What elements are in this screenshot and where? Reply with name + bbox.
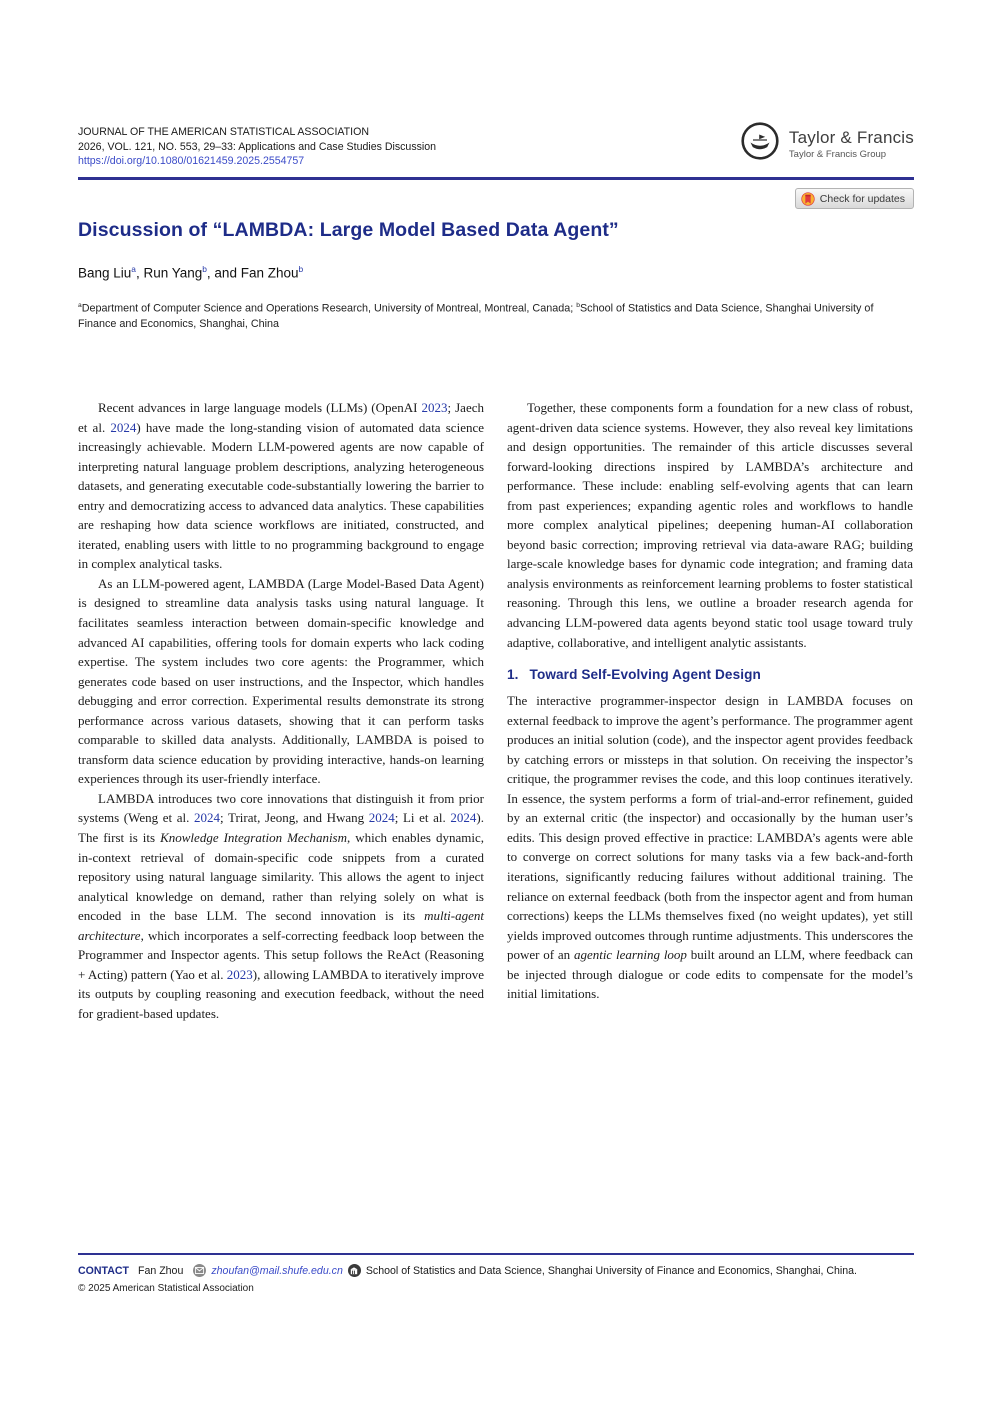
contact-line [78,1264,938,1277]
footer-divider [78,1253,914,1255]
paragraph: Together, these components form a foundation for a new class of robust, agent-driven data science systems. However, they also reveal key limitations and design opportunities. The remainder of this article discusses several forward-looking directions inspired by LAMBDA’s architecture and performance. These include: enabling self-evolving agents that can learn from past experiences; expanding agentic roles and workflows to handle more complex analytical pipelines; deepening human-AI collaboration beyond basic correction; improving retrieval via data-aware RAG; building large-scale knowledge bases for dynamic code integration; and framing data analysis environments as reinforcement learning problems to foster statistical reasoning. Through this lens, we outline a broader research agenda for advancing LLM-powered data agents beyond static tool usage toward truly adaptive, collaborative, and intelligent analytic assistants. [507,400,913,650]
contact-label: CONTACT [78,1264,129,1277]
citation-link[interactable]: 2024 [450,810,477,826]
issue-line: 2026, VOL. 121, NO. 553, 29–33: Applications and Case Studies Discussion [78,140,437,153]
paragraph: The interactive programmer-inspector design in LAMBDA focuses on external feedback to improve the agent’s performance. The programmer agent produces an initial solution (code), and the inspector agent provides feedback by catching errors or missteps in that solution. On receiving the inspector’s critique, the programmer revises the code, and this loop continues iteratively. In essence, the system performs a form of trial-and-error refinement, guided by an external critic (the inspector) and occasionally by the human user’s edits. This design proved effective in practice: LAMBDA’s agents were able to converge on correct solutions for many tasks via a few back-and-forth iterations, significantly reducing failures without additional training. The reliance on external feedback (both from the inspector agent and from human corrections) keeps the LLMs themselves fixed (no weight updates), yet still yields improved outcomes through runtime adjustments. This underscores the power of an agentic learning loop built around an LLM, where feedback can be injected through dialogue or code edits to compensate for the model’s initial limitations. [507,693,913,1002]
email-link[interactable]: zhoufan@mail.shufe.edu.cn [211,1264,343,1277]
journal-name: JOURNAL OF THE AMERICAN STATISTICAL ASSOCIATION [78,126,369,138]
taylor-francis-logo-icon [740,121,780,166]
column-left [78,398,484,1024]
citation-link[interactable]: 2024 [110,419,137,435]
publisher-group: Taylor & Francis Group [788,148,887,160]
check-updates-button[interactable] [795,188,914,209]
authors-line: Bang Liu$^a$, Run Yang$^b$, and Fan Zhou$^b$ [78,264,304,281]
contact-name: Fan Zhou [138,1264,184,1277]
citation-link[interactable]: 2023 [421,400,448,415]
email-icon [193,1264,206,1277]
affiliations-line: $^a$Department of Computer Science and Operations Research, University of Montreal, Montreal, Canada; $^b$School of Statistics and Data Science, Shanghai University of Finance and Economics, Shanghai, China [78,302,874,331]
check-updates-label: Check for updates [819,192,905,205]
publisher-name: Taylor & Francis [788,127,914,147]
article-body [78,398,914,1024]
paragraph: As an LLM-powered agent, LAMBDA (Large Model-Based Data Agent) is designed to streamline data analysis tasks using natural language. It facilitates seamless interaction between domain-specific knowledge and advanced AI capabilities, offering tools for domain experts who lack coding expertise. The system includes two core agents: the Programmer, which generates code based on user instructions, and the Inspector, which handles debugging and error correction. Experimental results demonstrate its strong performance across various datasets, showing that it can perform tasks comparable to skilled data analysts. Additionally, LAMBDA is poised to transform data science education by providing interactive, hands-on learning experiences through its user-friendly interface. [78,575,484,787]
header-divider [78,177,914,180]
journal-info-block [78,125,436,169]
column-right [507,398,913,1024]
contact-address: School of Statistics and Data Science, Shanghai University of Finance and Economics, Shanghai, China. [365,1264,857,1277]
crossmark-icon [801,192,815,206]
copyright-line: © 2025 American Statistical Association [78,1283,254,1294]
doi-link[interactable]: https://doi.org/10.1080/01621459.2025.2554757 [78,155,305,168]
building-icon [348,1264,361,1277]
citation-link[interactable]: 2024 [193,810,220,826]
section-heading: 1. Toward Self-Evolving Agent Design [507,667,761,683]
publisher-logo [740,121,914,166]
citation-link[interactable]: 2024 [368,810,395,826]
citation-link[interactable]: 2023 [226,966,253,982]
paragraph: Recent advances in large language models (LLMs) (OpenAI 2023; Jaech et al. 2024) have made the long-standing vision of automated data science increasingly achievable. Modern LLM-powered agents are now capable of interpreting natural language problem descriptions, analyzing heterogeneous datasets, and generating executable code-substantially lowering the barrier to entry and democratizing access to advanced data analytics. These capabilities are reshaping how data science workflows are initiated, constructed, and iterated, enabling users with little to no programming background to engage in complex analytical tasks. [78,400,485,572]
page-title: Discussion of “LAMBDA: Large Model Based Data Agent” [78,219,619,241]
paragraph: LAMBDA introduces two core innovations that distinguish it from prior systems (Weng et al. 2024; Trirat, Jeong, and Hwang 2024; Li et al. 2024). The first is its Knowledge Integration Mechanism, which enables dynamic, in-context retrieval of domain-specific code snippets from a curated repository using natural language similarity. This allows the agent to inject analytical knowledge on demand, rather than relying solely on what is encoded in the base LLM. The second innovation is its multi-agent architecture, which incorporates a self-correcting feedback loop between the Programmer and Inspector agents. This setup follows the ReAct (Reasoning + Acting) pattern (Yao et al. 2023), allowing LAMBDA to iteratively improve its outputs by coupling reasoning and execution feedback, without the need for gradient-based updates. [78,790,484,1021]
